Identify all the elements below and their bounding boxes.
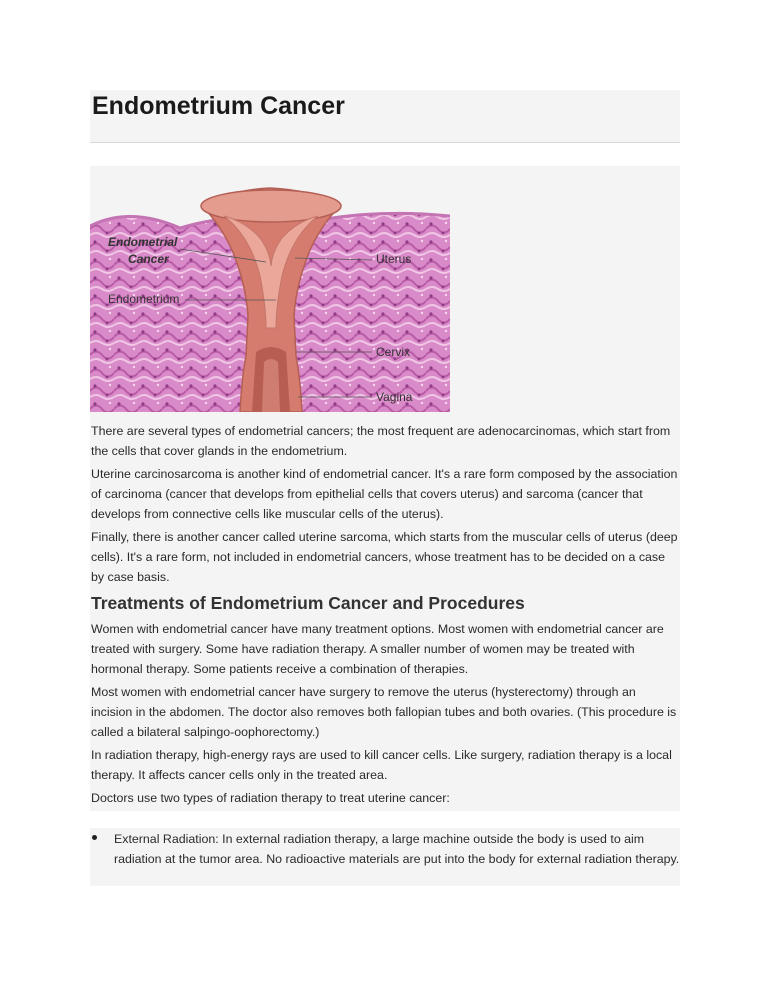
paragraph-treatments-3: In radiation therapy, high-energy rays are used to kill cancer cells. Like surgery, radiation therapy is a local therapy. It affects cancer cells only in the treated area.: [91, 748, 672, 782]
content-block: [90, 166, 680, 811]
paragraph-treatments-2: Most women with endometrial cancer have surgery to remove the uterus (hysterectomy) through an incision in the abdomen. The doctor also removes both fallopian tubes and both ovaries. (This procedure is called a bilateral salpingo-oophorectomy.): [91, 685, 677, 739]
label-uterus: Uterus: [376, 252, 412, 266]
page-title: Endometrium Cancer: [92, 92, 345, 120]
label-vagina: Vagina: [376, 390, 413, 404]
document-page: [90, 90, 680, 866]
title-block: [90, 90, 680, 143]
treatments-heading: Treatments of Endometrium Cancer and Procedures: [91, 593, 525, 613]
body-text: [91, 421, 679, 811]
paragraph-treatments-1: Women with endometrial cancer have many treatment options. Most women with endometrial cancer are treated with surgery. Some have radiation therapy. A smaller number of women may be treated with hormonal therapy. Some patients receive a combination of therapies.: [91, 622, 664, 676]
bullet-icon: [92, 835, 97, 840]
paragraph-intro-2: Uterine carcinosarcoma is another kind of endometrial cancer. It's a rare form composed by the association of carcinoma (cancer that develops from epithelial cells that covers uterus) and sarcoma (cancer that develops from connective cells like muscular cells of the uterus).: [91, 467, 678, 521]
label-endometrial-cancer-2: Cancer: [128, 252, 169, 266]
list-item-text: External Radiation: In external radiation therapy, a large machine outside the body is used to aim radiation at the tumor area. No radioactive materials are put into the body for external radiation therapy.: [114, 832, 680, 866]
label-cervix: Cervix: [376, 345, 411, 359]
label-endometrium: Endometrium: [108, 292, 180, 306]
paragraph-intro-3: Finally, there is another cancer called uterine sarcoma, which starts from the muscular cells of uterus (deep cells). It's a rare form, not included in endometrial cancers, whose treatment has to be decided on a case by case basis.: [91, 530, 678, 584]
paragraph-treatments-4: Doctors use two types of radiation therapy to treat uterine cancer:: [91, 791, 450, 805]
radiation-types-list: [90, 828, 680, 886]
label-endometrial-cancer-1: Endometrial: [108, 235, 178, 249]
uterus-diagram: [90, 166, 450, 412]
list-item: [90, 828, 680, 869]
paragraph-intro-1: There are several types of endometrial cancers; the most frequent are adenocarcinomas, which start from the cells that cover glands in the endometrium.: [91, 424, 671, 458]
